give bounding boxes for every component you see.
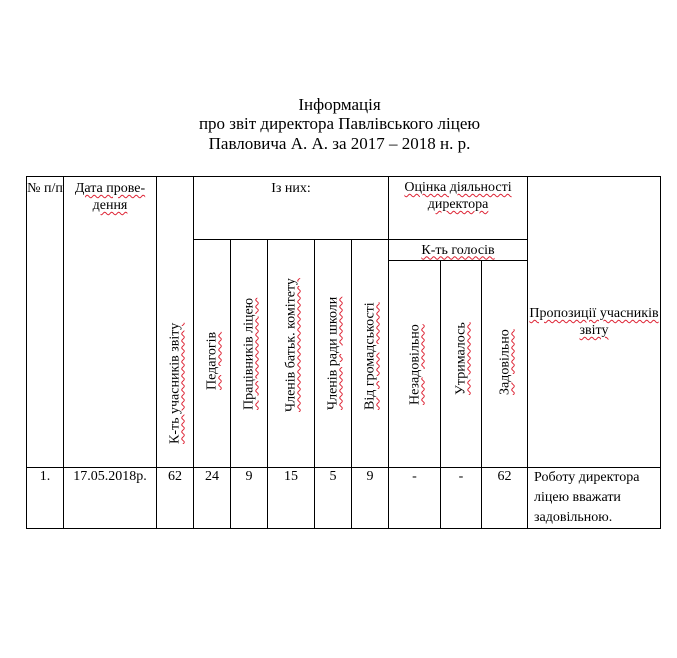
cell-abstained: - [441,468,482,529]
table-row [27,468,661,529]
report-table [26,176,661,529]
title-line-1: Інформація [298,95,381,114]
cell-date: 17.05.2018р. [64,468,157,529]
header-num: № п/п [27,177,64,468]
header-proposals: Пропозиції учасників звіту [528,177,661,468]
header-parents: Членів батьк. комітету [268,240,315,468]
cell-parents: 15 [268,468,315,529]
cell-teachers: 24 [194,468,231,529]
document-subtitle-2 [1,134,677,153]
document-subtitle [1,114,677,133]
document-title [1,95,677,114]
cell-proposal: Роботу директора ліцею вважати задовільною. [528,468,661,529]
header-teachers: Педагогів [194,240,231,468]
cell-council: 5 [315,468,352,529]
header-unsatisfactory: Незадовільно [389,261,441,468]
cell-num: 1. [27,468,64,529]
title-line-3: Павловича А. А. за 2017 – 2018 н. р. [208,134,471,153]
title-line-2: про звіт директора Павлівського ліцею [198,114,481,133]
header-participants: К-ть учасників звіту [157,177,194,468]
cell-community: 9 [352,468,389,529]
cell-staff: 9 [231,468,268,529]
header-of-them: Із них: [194,177,389,240]
header-date: Дата прове-дення [64,177,157,468]
header-abstained: Утрималось [441,261,482,468]
header-evaluation: Оцінка діяльності директора [389,177,528,240]
cell-unsatisfactory: - [389,468,441,529]
header-council: Членів ради школи [315,240,352,468]
header-satisfactory: Задовільно [482,261,528,468]
cell-participants: 62 [157,468,194,529]
header-votes: К-ть голосів [389,240,528,261]
cell-satisfactory: 62 [482,468,528,529]
header-community: Від громадськості [352,240,389,468]
header-staff: Працівників ліцею [231,240,268,468]
